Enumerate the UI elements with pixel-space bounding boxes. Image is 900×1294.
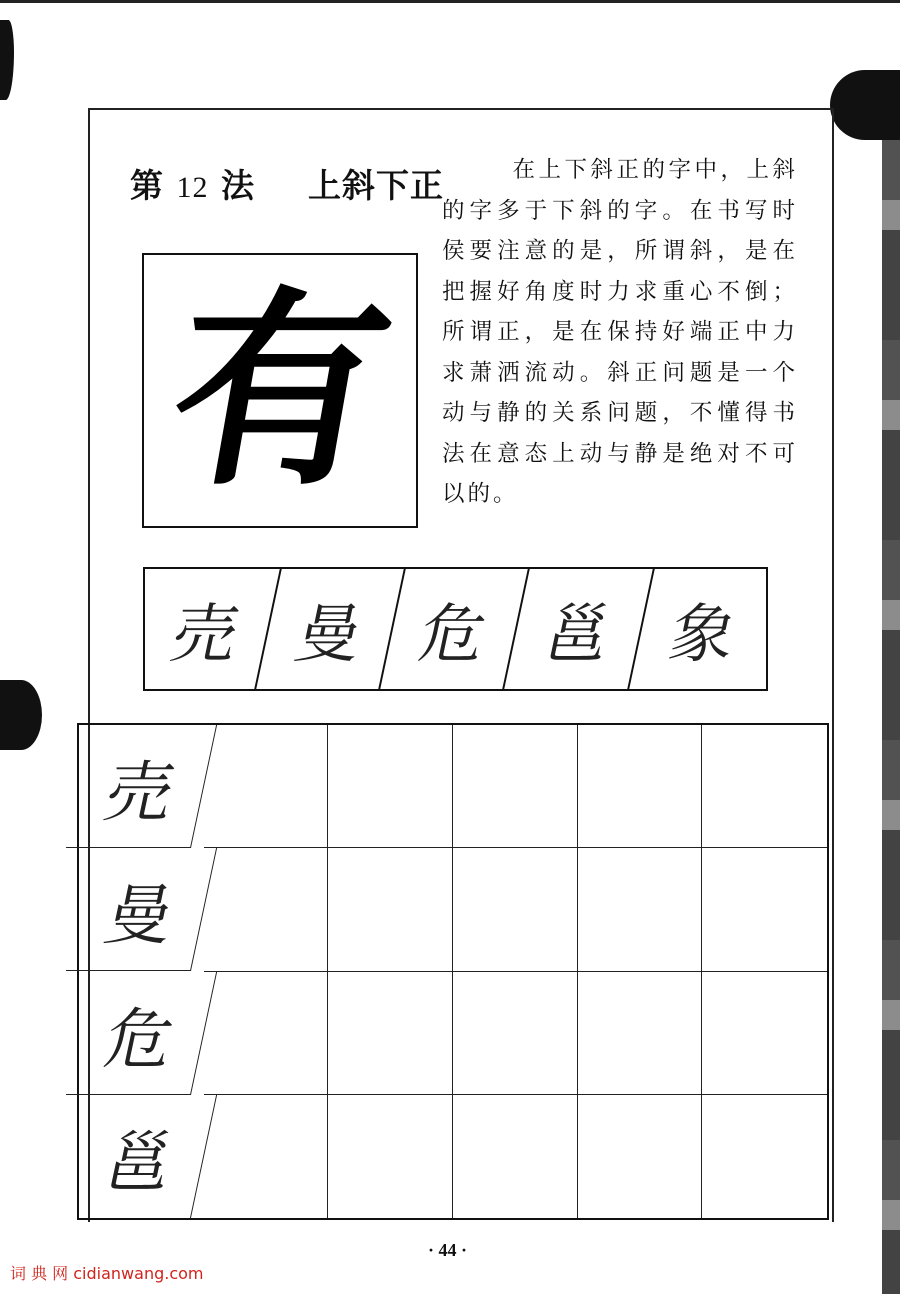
scan-ink-blot	[830, 70, 900, 140]
lesson-number: 12	[176, 171, 209, 204]
practice-cell	[204, 972, 329, 1095]
model-character-box	[142, 253, 418, 528]
practice-cell	[204, 725, 329, 848]
scan-ink-blot	[0, 680, 42, 750]
practice-grid	[77, 723, 829, 1220]
example-character: 売	[132, 569, 282, 689]
practice-cell	[328, 972, 453, 1095]
lesson-title-prefix: 第	[130, 166, 164, 205]
practice-cell	[453, 972, 578, 1095]
practice-cell	[702, 972, 827, 1095]
practice-cell	[204, 848, 329, 971]
practice-cell	[702, 725, 827, 848]
practice-lead-character: 曼	[66, 848, 217, 971]
model-character: 有	[153, 266, 407, 514]
lesson-title-text: 上斜下正	[308, 166, 444, 205]
example-character: 曼	[256, 569, 406, 689]
practice-cell	[328, 725, 453, 848]
practice-cell	[702, 848, 827, 971]
lesson-title	[130, 160, 444, 207]
practice-cell	[453, 1095, 578, 1218]
practice-lead-character: 危	[66, 972, 217, 1095]
scan-top-edge	[0, 0, 900, 14]
site-watermark: 词 典 网 cidianwang.com	[10, 1264, 204, 1283]
practice-cell	[328, 1095, 453, 1218]
scan-ink-blot	[0, 20, 14, 100]
practice-cell	[328, 848, 453, 971]
practice-cell	[453, 848, 578, 971]
practice-cell	[204, 1095, 329, 1218]
page-number: · 44 ·	[428, 1240, 468, 1260]
example-character: 象	[662, 598, 743, 672]
scan-right-edge	[882, 140, 900, 1294]
practice-cell	[578, 972, 703, 1095]
lesson-description	[442, 150, 798, 515]
practice-cell	[578, 1095, 703, 1218]
practice-cell	[578, 725, 703, 848]
practice-cell	[578, 848, 703, 971]
example-characters-row	[143, 567, 768, 691]
practice-lead-character: 邕	[66, 1095, 217, 1218]
practice-cell	[453, 725, 578, 848]
practice-lead-character: 売	[66, 725, 217, 848]
practice-cell	[702, 1095, 827, 1218]
lesson-title-suffix: 法	[221, 166, 255, 205]
example-character: 危	[381, 569, 531, 689]
lesson-description-text: 在上下斜正的字中，上斜的字多于下斜的字。在书写时侯要注意的是，所谓斜，是在把握好角度时力求重心不倒；所谓正，是在保持好端正中力求萧洒流动。斜正问题是一个动与静的关系问题，不懂得书法在意态上动与静是绝对不可以的。	[442, 157, 798, 507]
example-character: 邕	[505, 569, 655, 689]
